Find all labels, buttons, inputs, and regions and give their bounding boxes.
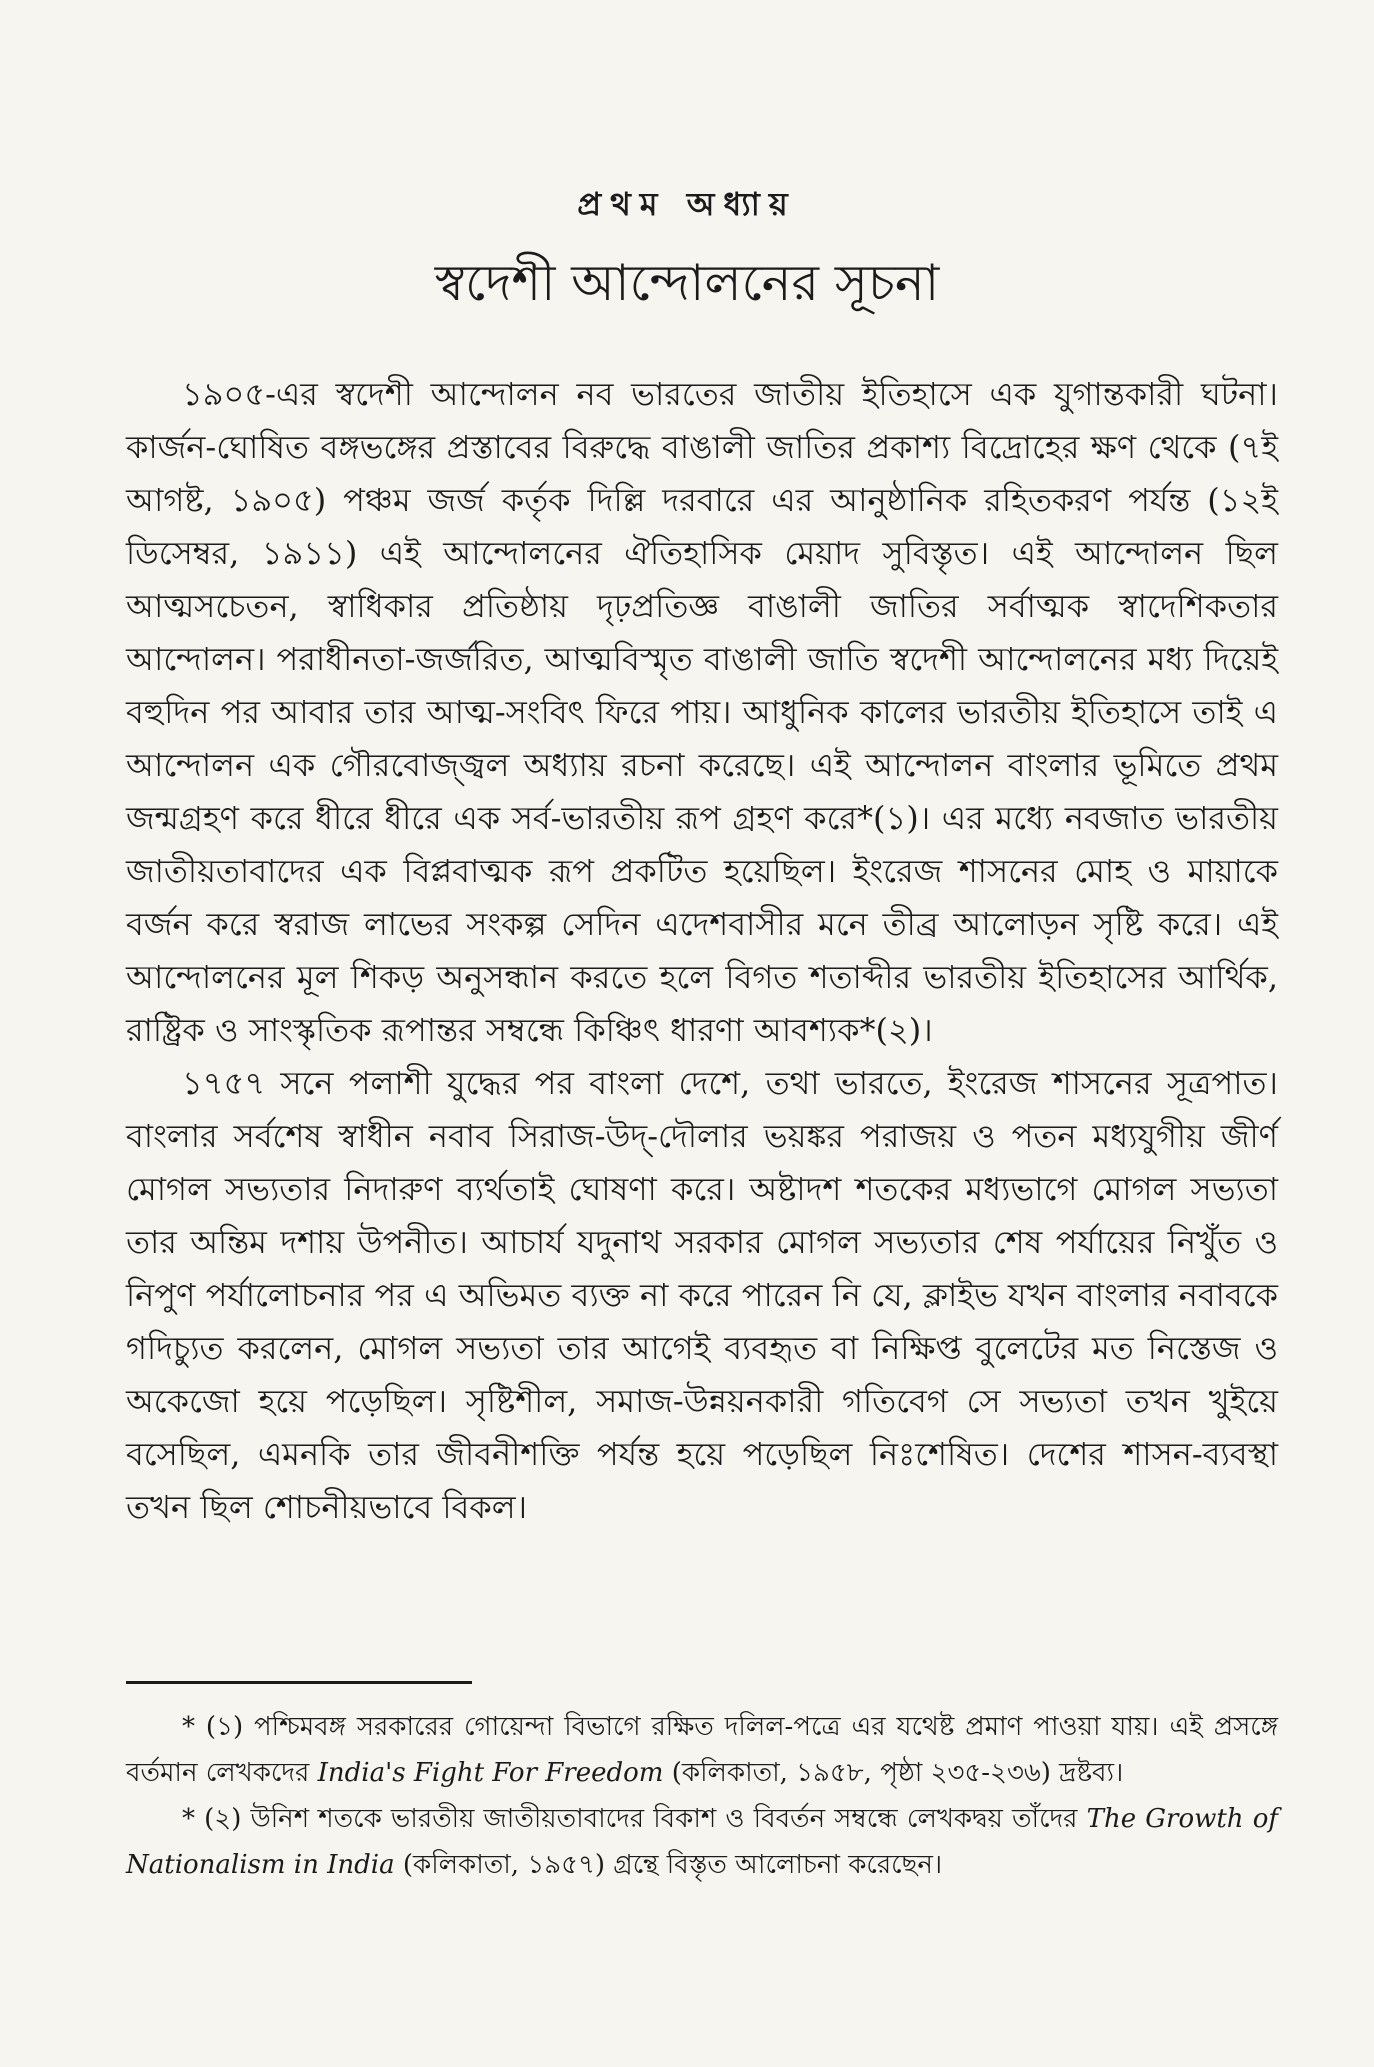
footnote-2-text-start: * (২) উনিশ শতকে ভারতীয় জাতীয়তাবাদের বিকাশ ও বিবর্তন সম্বন্ধে লেখকদ্বয় তাঁদের [182, 1804, 1087, 1834]
footnote-2 [126, 1796, 1278, 1888]
chapter-title: স্বদেশী আন্দোলনের সূচনা [434, 254, 940, 312]
paragraph-1: ১৯০৫-এর স্বদেশী আন্দোলন নব ভারতের জাতীয় ইতিহাসে এক যুগান্তকারী ঘটনা। কার্জন-ঘোষিত বঙ্গভঙ্গের প্রস্তাবের বিরুদ্ধে বাঙালী জাতির প্রকাশ্য বিদ্রোহের ক্ষণ থেকে (৭ই আগষ্ট, ১৯০৫) পঞ্চম জর্জ কর্তৃক দিল্লি দরবারে এর আনুষ্ঠানিক রহিতকরণ পর্যন্ত (১২ই ডিসেম্বর, ১৯১১) এই আন্দোলনের ঐতিহাসিক মেয়াদ সুবিস্তৃত। এই আন্দোলন ছিল আত্মসচেতন, স্বাধিকার প্রতিষ্ঠায় দৃঢ়প্রতিজ্ঞ বাঙালী জাতির সর্বাত্মক স্বাদেশিকতার আন্দোলন। পরাধীনতা-জর্জরিত, আত্মবিস্মৃত বাঙালী জাতি স্বদেশী আন্দোলনের মধ্য দিয়েই বহুদিন পর আবার তার আত্ম-সংবিৎ ফিরে পায়। আধুনিক কালের ভারতীয় ইতিহাসে তাই এ আন্দোলন এক গৌরবোজ্জ্বল অধ্যায় রচনা করেছে। এই আন্দোলন বাংলার ভূমিতে প্রথম জন্মগ্রহণ করে ধীরে ধীরে এক সর্ব-ভারতীয় রূপ গ্রহণ করে*(১)। এর মধ্যে নবজাত ভারতীয় জাতীয়তাবাদের এক বিপ্লবাত্মক রূপ প্রকটিত হয়েছিল। ইংরেজ শাসনের মোহ ও মায়াকে বর্জন করে স্বরাজ লাভের সংকল্প সেদিন এদেশবাসীর মনে তীব্র আলোড়ন সৃষ্টি করে। এই আন্দোলনের মূল শিকড় অনুসন্ধান করতে হলে বিগত শতাব্দীর ভারতীয় ইতিহাসের আর্থিক, রাষ্ট্রিক ও সাংস্কৃতিক রূপান্তর সম্বন্ধে কিঞ্চিৎ ধারণা আবশ্যক*(২)। [126, 375, 1278, 1049]
footnote-1 [126, 1704, 1278, 1796]
footnote-1-book-title: India's Fight For Freedom [317, 1758, 664, 1788]
footnote-2-text-end: (কলিকাতা, ১৯৫৭) গ্রন্থে বিস্তৃত আলোচনা করেছেন। [394, 1850, 943, 1880]
paragraph-2: ১৭৫৭ সনে পলাশী যুদ্ধের পর বাংলা দেশে, তথা ভারতে, ইংরেজ শাসনের সূত্রপাত। বাংলার সর্বশেষ স্বাধীন নবাব সিরাজ-উদ্-দৌলার ভয়ঙ্কর পরাজয় ও পতন মধ্যযুগীয় জীর্ণ মোগল সভ্যতার নিদারুণ ব্যর্থতাই ঘোষণা করে। অষ্টাদশ শতকের মধ্যভাগে মোগল সভ্যতা তার অন্তিম দশায় উপনীত। আচার্য যদুনাথ সরকার মোগল সভ্যতার শেষ পর্যায়ের নিখুঁত ও নিপুণ পর্যালোচনার পর এ অভিমত ব্যক্ত না করে পারেন নি যে, ক্লাইভ যখন বাংলার নবাবকে গদিচ্যুত করলেন, মোগল সভ্যতা তার আগেই ব্যবহৃত বা নিক্ষিপ্ত বুলেটের মত নিস্তেজ ও অকেজো হয়ে পড়েছিল। সৃষ্টিশীল, সমাজ-উন্নয়নকারী গতিবেগ সে সভ্যতা তখন খুইয়ে বসেছিল, এমনকি তার জীবনীশক্তি পর্যন্ত হয়ে পড়েছিল নিঃশেষিত। দেশের শাসন-ব্যবস্থা তখন ছিল শোচনীয়ভাবে বিকল। [126, 1064, 1278, 1526]
footnote-2-book-title: The Growth of Nationalism in India [126, 1804, 1278, 1880]
body-text [126, 368, 1278, 1640]
footnote-1-text-end: (কলিকাতা, ১৯৫৮, পৃষ্ঠা ২৩৫-২৩৬) দ্রষ্টব্য। [663, 1758, 1124, 1788]
footnotes [126, 1704, 1278, 1994]
footnote-1-text-start: * (১) পশ্চিমবঙ্গ সরকারের গোয়েন্দা বিভাগে রক্ষিত দলিল-পত্রে এর যথেষ্ট প্রমাণ পাওয়া যায়। এই প্রসঙ্গে বর্তমান লেখকদের [126, 1712, 1278, 1788]
footnote-divider [126, 1681, 472, 1684]
chapter-label: প্রথম অধ্যায় [577, 185, 797, 223]
